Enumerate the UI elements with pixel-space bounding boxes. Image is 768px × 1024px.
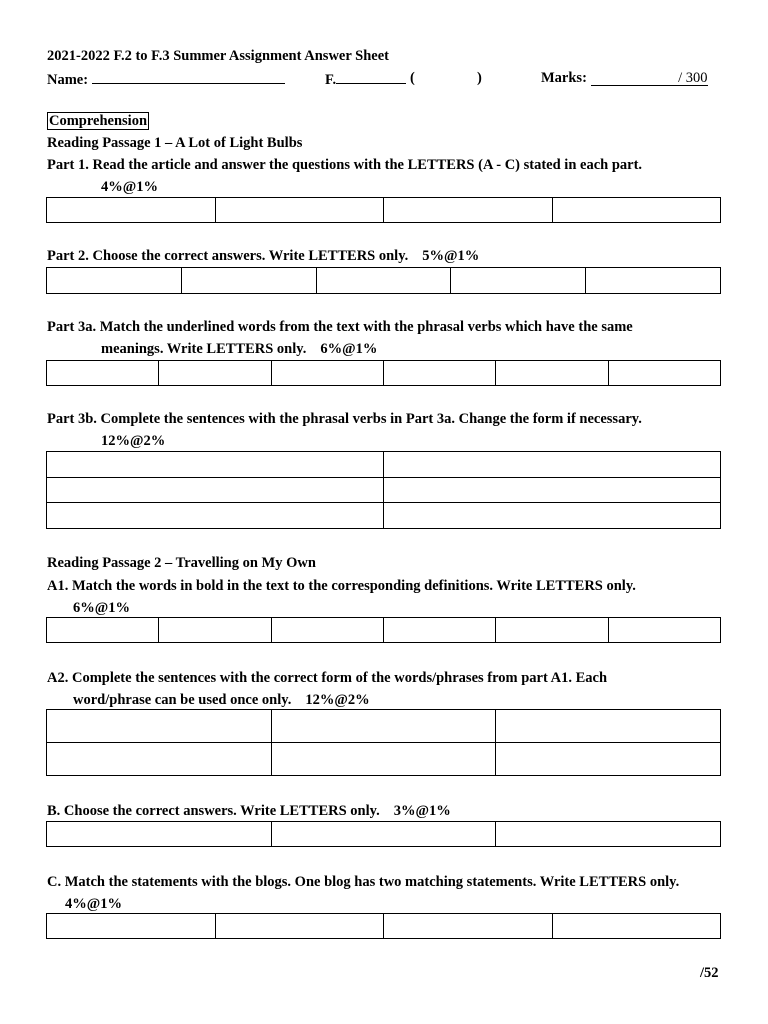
part2-marks: 5%@1% — [422, 248, 480, 264]
b-answer-table — [46, 821, 721, 847]
answer-cell[interactable] — [271, 361, 383, 386]
b-marks: 3%@1% — [393, 803, 451, 819]
table-row — [47, 710, 721, 743]
form-label: F. — [325, 72, 337, 88]
part1-marks: 4%@1% — [101, 179, 158, 195]
answer-cell[interactable] — [47, 822, 272, 847]
part1-answer-table — [46, 197, 721, 223]
part1-instruction: Part 1. Read the article and answer the questions with the LETTERS (A - C) stated in each part. — [47, 157, 643, 173]
name-field[interactable] — [92, 69, 285, 84]
marks-total: / 300 — [678, 70, 708, 86]
table-row — [47, 618, 721, 643]
form-field-group — [325, 69, 406, 89]
answer-cell[interactable] — [384, 198, 553, 223]
part3a-instruction-cont-row — [101, 340, 377, 358]
marks-group — [541, 69, 708, 87]
passage1-title: Reading Passage 1 – A Lot of Light Bulbs — [47, 135, 303, 151]
table-row — [47, 361, 721, 386]
table-row — [47, 268, 721, 294]
part3b-instruction: Part 3b. Complete the sentences with the phrasal verbs in Part 3a. Change the form if necessary. — [47, 411, 642, 427]
passage2-title: Reading Passage 2 – Travelling on My Own — [47, 555, 316, 571]
answer-cell[interactable] — [215, 198, 384, 223]
part3b-marks: 12%@2% — [101, 433, 166, 449]
answer-cell[interactable] — [215, 914, 384, 939]
marks-label: Marks: — [541, 70, 587, 86]
answer-cell[interactable] — [552, 198, 721, 223]
answer-cell[interactable] — [47, 268, 182, 294]
answer-cell[interactable] — [47, 503, 384, 529]
table-row — [47, 503, 721, 529]
name-label: Name: — [47, 72, 89, 88]
comprehension-heading — [47, 112, 149, 130]
c-marks: 4%@1% — [65, 896, 122, 912]
a2-marks: 12%@2% — [305, 692, 370, 708]
answer-cell[interactable] — [496, 743, 721, 776]
table-row — [47, 743, 721, 776]
a2-instruction-cont: word/phrase can be used once only. — [73, 692, 292, 708]
class-number-open-paren: ( — [410, 70, 415, 86]
a1-instruction: A1. Match the words in bold in the text to the corresponding definitions. Write LETTERS only. — [47, 578, 636, 594]
b-instruction-row — [47, 802, 451, 820]
answer-cell[interactable] — [384, 452, 721, 478]
part3a-instruction: Part 3a. Match the underlined words from the text with the phrasal verbs which have the same — [47, 319, 633, 335]
a1-answer-table — [46, 617, 721, 643]
a2-instruction: A2. Complete the sentences with the correct form of the words/phrases from part A1. Each — [47, 670, 608, 686]
answer-cell[interactable] — [159, 618, 271, 643]
answer-cell[interactable] — [47, 452, 384, 478]
answer-cell[interactable] — [496, 710, 721, 743]
part2-instruction-row — [47, 247, 479, 265]
part3a-answer-table — [46, 360, 721, 386]
part3a-marks: 6%@1% — [320, 341, 378, 357]
marks-field[interactable] — [591, 71, 708, 86]
answer-cell[interactable] — [47, 361, 159, 386]
sheet-title: 2021-2022 F.2 to F.3 Summer Assignment Answer Sheet — [47, 48, 389, 64]
answer-cell[interactable] — [271, 822, 496, 847]
table-row — [47, 477, 721, 503]
answer-cell[interactable] — [496, 361, 608, 386]
answer-cell[interactable] — [496, 822, 721, 847]
form-field[interactable] — [336, 69, 406, 84]
answer-cell[interactable] — [47, 477, 384, 503]
answer-cell[interactable] — [271, 618, 383, 643]
part3a-instruction-cont: meanings. Write LETTERS only. — [101, 341, 307, 357]
a1-marks: 6%@1% — [73, 600, 130, 616]
c-answer-table — [46, 913, 721, 939]
answer-cell[interactable] — [451, 268, 586, 294]
table-row — [47, 822, 721, 847]
answer-cell[interactable] — [47, 618, 159, 643]
answer-cell[interactable] — [384, 914, 553, 939]
part2-instruction: Part 2. Choose the correct answers. Write LETTERS only. — [47, 248, 409, 264]
answer-cell[interactable] — [383, 361, 495, 386]
answer-cell[interactable] — [316, 268, 451, 294]
header-fields-row — [47, 69, 727, 89]
part3b-answer-table — [46, 451, 721, 529]
answer-cell[interactable] — [181, 268, 316, 294]
answer-cell[interactable] — [47, 743, 272, 776]
class-number-close-paren: ) — [477, 70, 482, 86]
page-total-marks: /52 — [700, 965, 719, 981]
part2-answer-table — [46, 267, 721, 294]
table-row — [47, 914, 721, 939]
answer-cell[interactable] — [47, 198, 216, 223]
answer-cell[interactable] — [271, 710, 496, 743]
a2-answer-table — [46, 709, 721, 776]
answer-cell[interactable] — [586, 268, 721, 294]
answer-cell[interactable] — [159, 361, 271, 386]
answer-cell[interactable] — [383, 618, 495, 643]
table-row — [47, 452, 721, 478]
answer-cell[interactable] — [47, 710, 272, 743]
answer-cell[interactable] — [608, 618, 720, 643]
a2-instruction-cont-row — [73, 691, 370, 709]
answer-cell[interactable] — [271, 743, 496, 776]
table-row — [47, 198, 721, 223]
answer-cell[interactable] — [608, 361, 720, 386]
answer-cell[interactable] — [552, 914, 721, 939]
answer-cell[interactable] — [384, 503, 721, 529]
c-instruction: C. Match the statements with the blogs. One blog has two matching statements. Write LETTERS only. — [47, 874, 680, 890]
answer-cell[interactable] — [47, 914, 216, 939]
answer-cell[interactable] — [384, 477, 721, 503]
b-instruction: B. Choose the correct answers. Write LETTERS only. — [47, 803, 380, 819]
answer-cell[interactable] — [496, 618, 608, 643]
comprehension-label: Comprehension — [49, 113, 148, 129]
